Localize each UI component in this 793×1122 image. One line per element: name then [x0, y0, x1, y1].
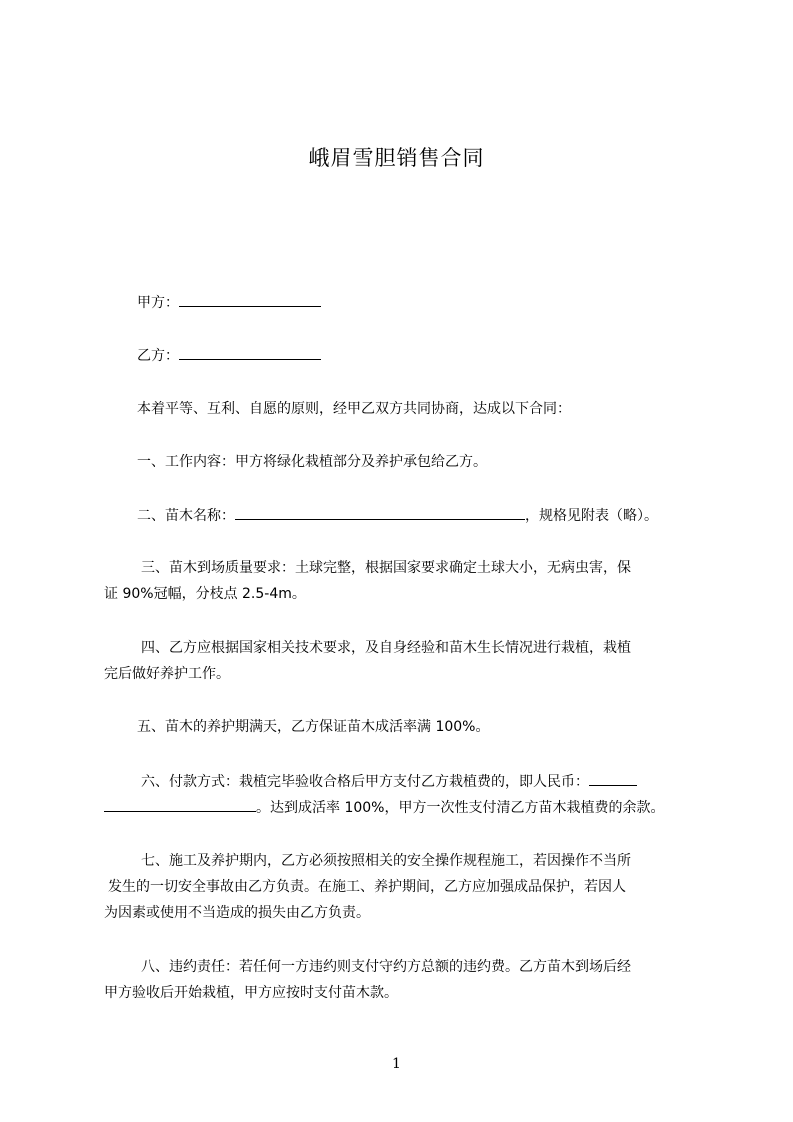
page-number: 1: [392, 1056, 401, 1072]
clause-2-suffix: ，规格见附表（略）。: [525, 508, 658, 524]
clause-6-line-1: [141, 771, 637, 792]
clause-5: 五、苗木的养护期满天，乙方保证苗木成活率满 100%。: [137, 719, 490, 735]
party-a-blank: [179, 292, 321, 307]
clause-1: 一、工作内容：甲方将绿化栽植部分及养护承包给乙方。: [137, 454, 487, 470]
clause-3-line-2: 证 90%冠幅，分枝点 2.5-4m。: [104, 586, 306, 602]
clause-4-line-1: 四、乙方应根据国家相关技术要求，及自身经验和苗木生长情况进行栽植，栽植: [141, 640, 631, 656]
clause-7-line-2: 发生的一切安全事故由乙方负责。在施工、养护期间，乙方应加强成品保护，若因人: [108, 879, 626, 895]
party-b-label: 乙方：: [137, 348, 179, 364]
party-b-blank: [179, 345, 321, 360]
payment-amount-blank-1: [589, 771, 637, 786]
contract-title: 峨眉雪胆销售合同: [308, 146, 485, 170]
party-a-line: [137, 292, 321, 313]
clause-2: [137, 505, 658, 526]
clause-8-line-2: 甲方验收后开始栽植，甲方应按时支付苗木款。: [104, 985, 398, 1001]
clause-6-suffix: 。达到成活率 100%，甲方一次性支付清乙方苗木栽植费的余款。: [256, 800, 665, 816]
clause-6-line-2: [104, 797, 664, 818]
clause-2-prefix: 二、苗木名称：: [137, 508, 235, 524]
party-a-label: 甲方：: [137, 295, 179, 311]
payment-amount-blank-2: [104, 797, 256, 812]
party-b-line: [137, 345, 321, 366]
clause-7-line-1: 七、施工及养护期内，乙方必须按照相关的安全操作规程施工，若因操作不当所: [141, 853, 631, 869]
clause-8-line-1: 八、违约责任：若任何一方违约则支付守约方总额的违约费。乙方苗木到场后经: [141, 959, 631, 975]
nursery-name-blank: [235, 505, 525, 520]
clause-6-text: 六、付款方式：栽植完毕验收合格后甲方支付乙方栽植费的，即人民币：: [141, 774, 589, 790]
intro-paragraph: 本着平等、互利、自愿的原则，经甲乙双方共同协商，达成以下合同：: [137, 401, 571, 417]
clause-4-line-2: 完后做好养护工作。: [104, 666, 230, 682]
clause-7-line-3: 为因素或使用不当造成的损失由乙方负责。: [104, 905, 370, 921]
clause-3-line-1: 三、苗木到场质量要求：土球完整，根据国家要求确定土球大小，无病虫害，保: [141, 560, 631, 576]
